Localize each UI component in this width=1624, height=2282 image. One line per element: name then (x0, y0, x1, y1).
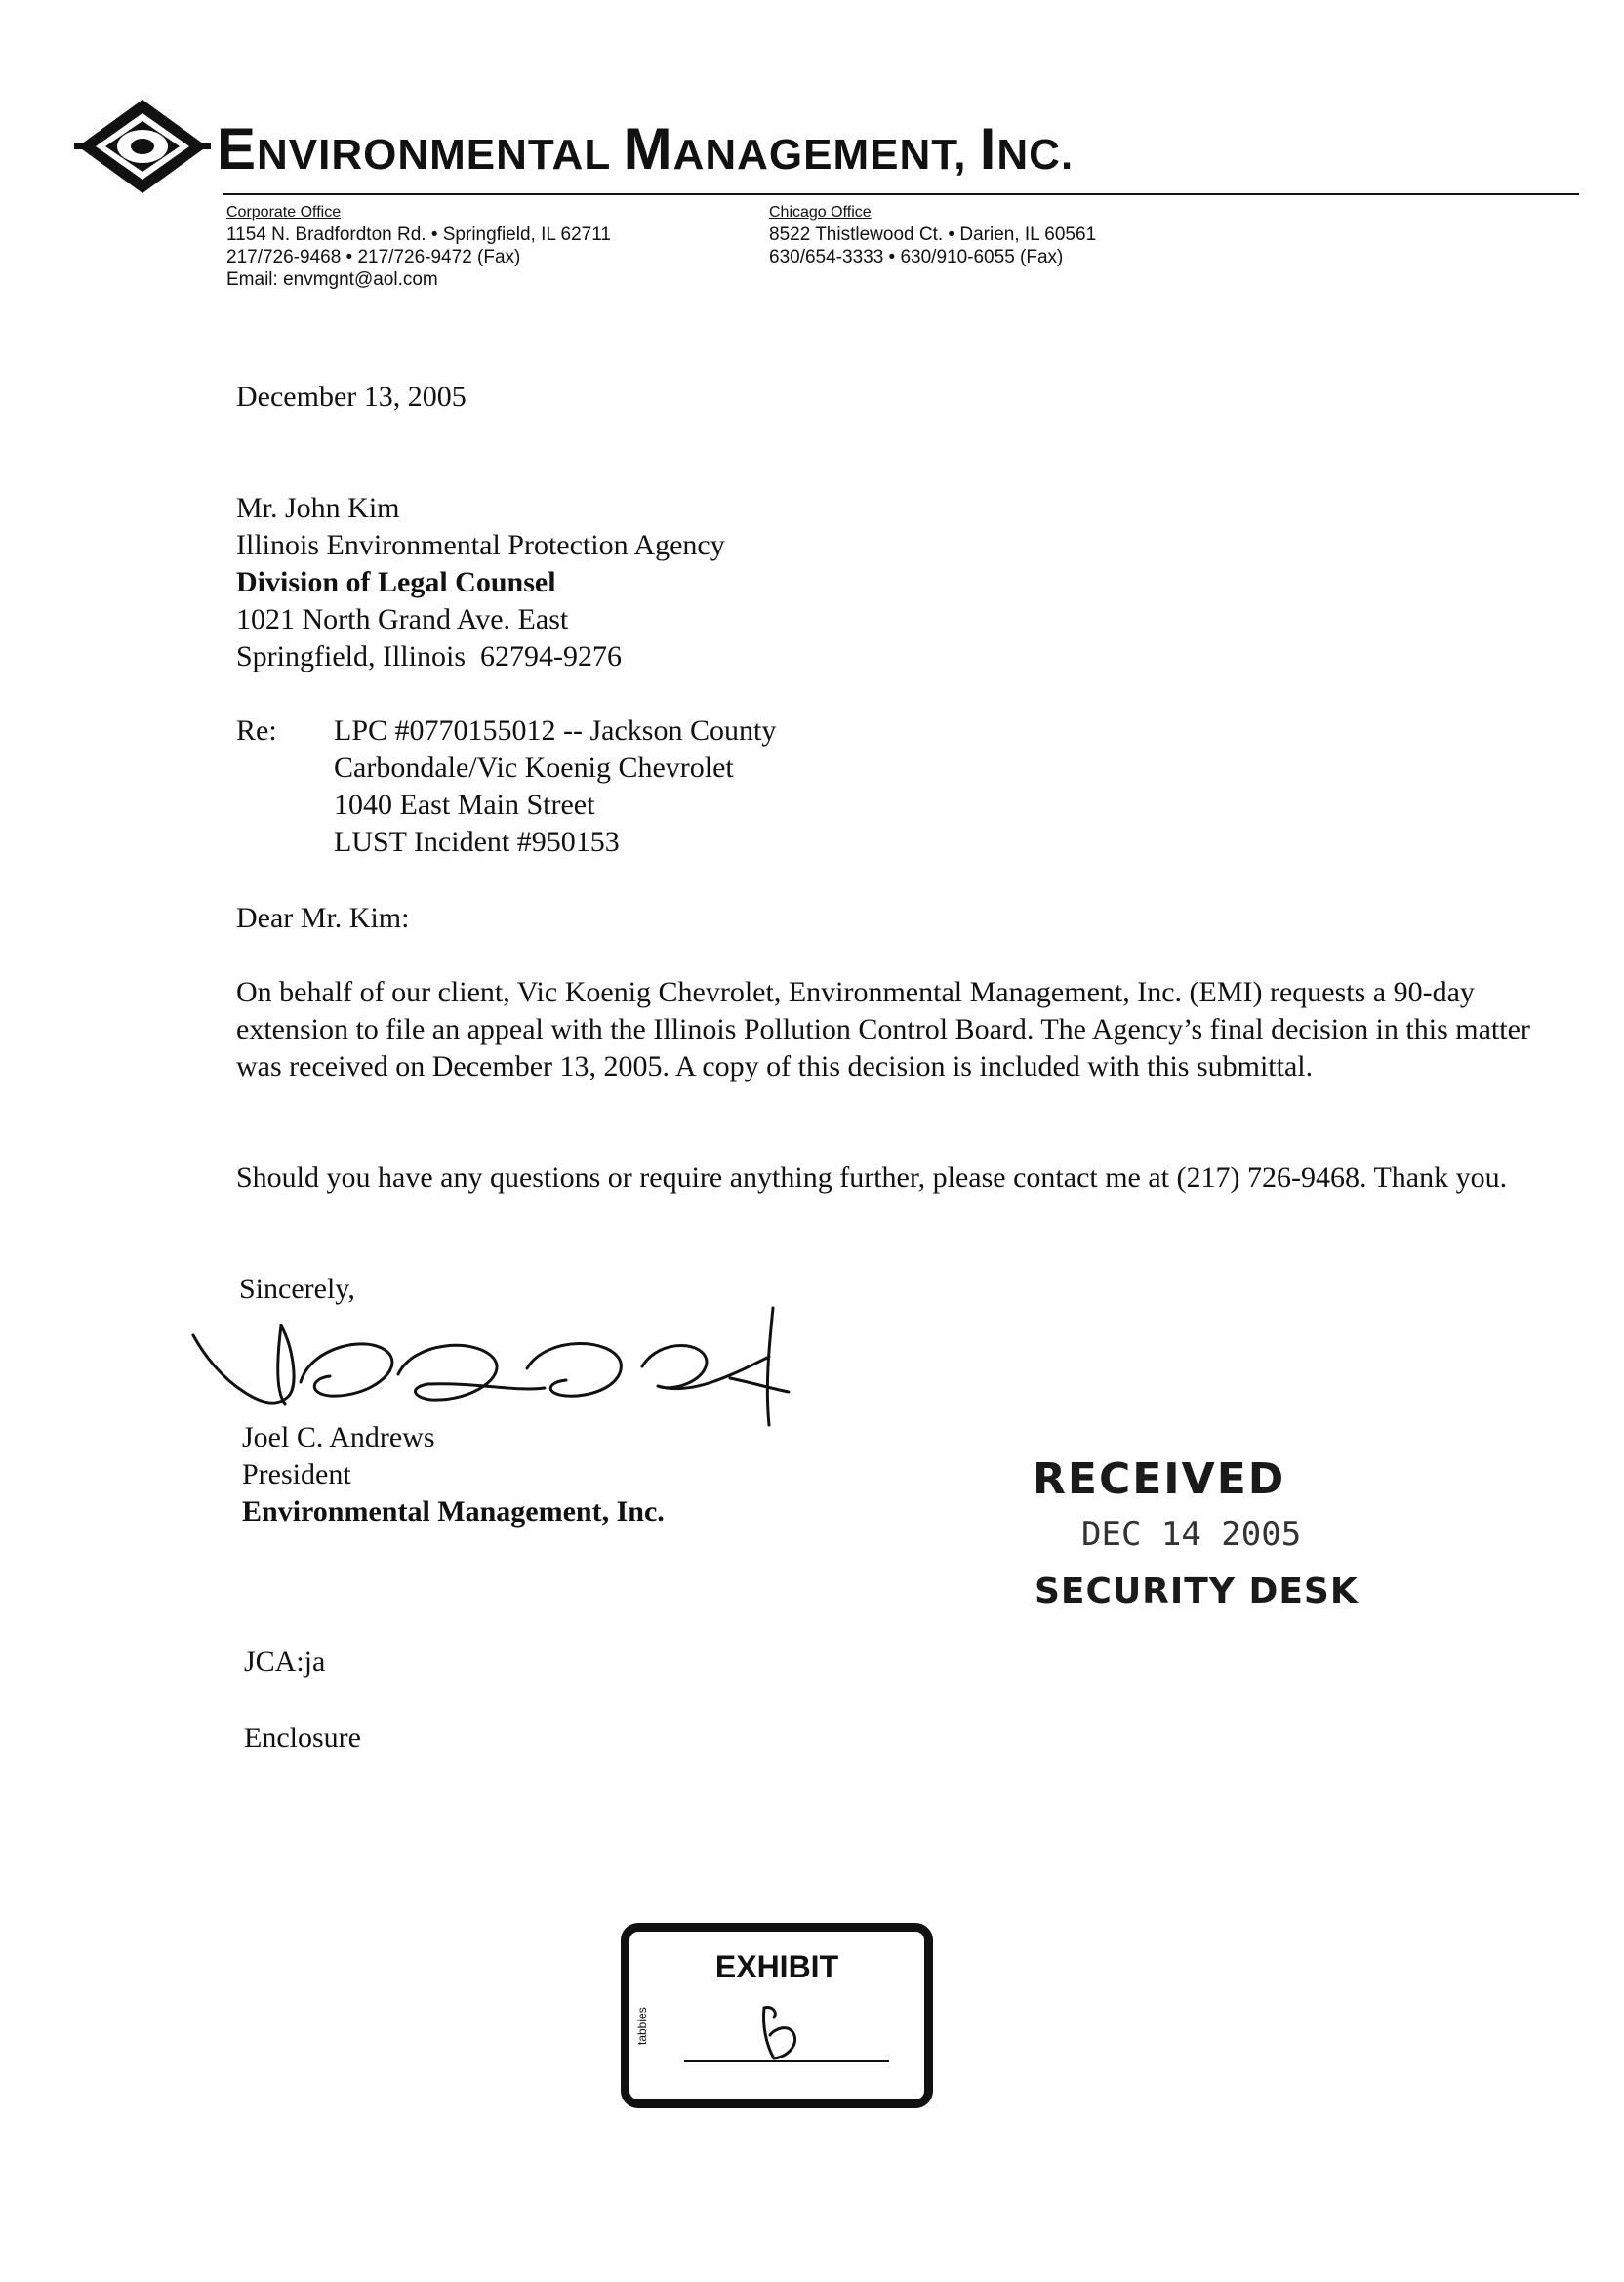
chicago-office-phone: 630/654-3333 • 630/910-6055 (Fax) (769, 247, 1064, 267)
re-lines (334, 713, 776, 861)
body-paragraph: On behalf of our client, Vic Koenig Chevrolet, Environmental Management, Inc. (EMI) requests a 90-day extension to file an appeal with the Illinois Pollution Control Board. The Agency’s final decision in this matter was received on December 13, 2005. A copy of this decision is included with this submittal. (236, 976, 1530, 1082)
signer-title: President (242, 1458, 351, 1490)
diamond-eye-logo-icon (74, 96, 211, 197)
corporate-office-heading: Corporate Office (226, 204, 342, 221)
company-name (217, 115, 1074, 183)
company-name-part: E (217, 116, 258, 182)
re-line: LPC #0770155012 -- Jackson County (334, 714, 777, 747)
company-name-part: M (623, 116, 673, 182)
recipient-block (236, 490, 725, 675)
exhibit-sticker (621, 1923, 933, 2108)
re-line: LUST Incident #950153 (334, 826, 620, 858)
signer-block (242, 1419, 665, 1530)
body-paragraph: Should you have any questions or require anything further, please contact me at (217) 726-9468. Thank you. (236, 1161, 1508, 1194)
re-line: Carbondale/Vic Koenig Chevrolet (334, 752, 734, 784)
exhibit-title: EXHIBIT (714, 1949, 839, 1984)
corporate-office-email: Email: envmgnt@aol.com (226, 269, 438, 290)
company-name-part: I (979, 116, 997, 182)
stamp-date-text: DEC 14 2005 (1081, 1515, 1302, 1554)
closing: Sincerely, (239, 1273, 355, 1305)
corporate-office-phone: 217/726-9468 • 217/726-9472 (Fax) (226, 247, 521, 267)
company-name-part: NVIRONMENTAL (257, 131, 624, 179)
re-line: 1040 East Main Street (334, 789, 595, 821)
re-label: Re: (236, 714, 277, 747)
recipient-street: 1021 North Grand Ave. East (236, 603, 569, 635)
stamp-desk-text: SECURITY DESK (1035, 1571, 1359, 1611)
recipient-name: Mr. John Kim (236, 492, 400, 524)
enclosure-note: Enclosure (244, 1722, 361, 1754)
letter-date: December 13, 2005 (236, 381, 467, 413)
company-name-part: NC. (996, 131, 1075, 179)
recipient-city: Springfield, Illinois 62794-9276 (236, 640, 622, 672)
exhibit-underline (684, 2060, 889, 2062)
chicago-office-block (769, 201, 1096, 268)
signer-company: Environmental Management, Inc. (242, 1495, 665, 1528)
signer-name: Joel C. Andrews (242, 1421, 435, 1453)
recipient-agency: Illinois Environmental Protection Agency (236, 529, 725, 561)
recipient-division: Division of Legal Counsel (236, 566, 556, 598)
chicago-office-address: 8522 Thistlewood Ct. • Darien, IL 60561 (769, 224, 1097, 245)
letterhead-rule (223, 193, 1579, 195)
chicago-office-heading: Chicago Office (769, 204, 872, 221)
corporate-office-block (226, 201, 611, 291)
salutation: Dear Mr. Kim: (236, 902, 410, 934)
typist-initials: JCA:ja (244, 1646, 326, 1678)
received-stamp (1015, 1445, 1366, 1640)
company-name-part: ANAGEMENT, (672, 131, 980, 179)
exhibit-brand: tabbies (635, 2007, 649, 2045)
corporate-office-address: 1154 N. Bradfordton Rd. • Springfield, IL 62711 (226, 224, 611, 245)
exhibit-handwritten-mark (745, 2002, 813, 2064)
stamp-received-text: RECEIVED (1033, 1454, 1286, 1504)
